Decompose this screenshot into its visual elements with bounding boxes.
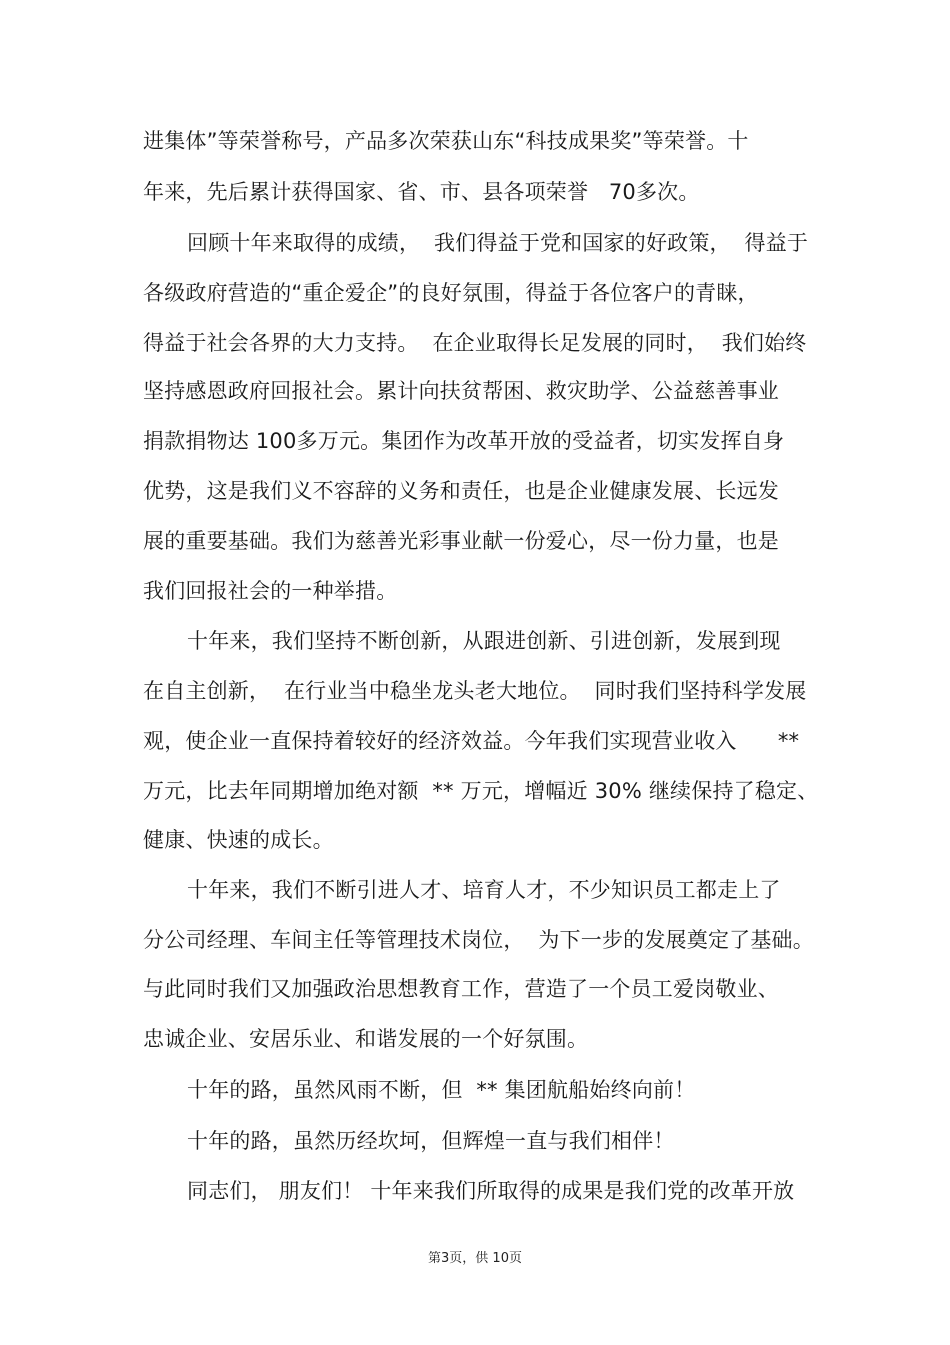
text-line: 回顾十年来取得的成绩， 我们得益于党和国家的好政策， 得益于 xyxy=(187,231,809,255)
text-line: 坚持感恩政府回报社会。累计向扶贫帮困、救灾助学、公益慈善事业 xyxy=(143,379,779,403)
page-footer: 第3页，供 10页 xyxy=(428,1251,522,1266)
text-line: 分公司经理、车间主任等管理技术岗位， 为下一步的发展奠定了基础。 xyxy=(143,928,814,952)
text-line: 进集体”等荣誉称号，产品多次荣获山东“科技成果奖”等荣誉。十 xyxy=(143,129,749,153)
text-line: 同志们， 朋友们！ 十年来我们所取得的成果是我们党的改革开放 xyxy=(187,1179,795,1203)
text-line: 优势，这是我们义不容辞的义务和责任，也是企业健康发展、长远发 xyxy=(143,479,779,503)
text-line: 与此同时我们又加强政治思想教育工作，营造了一个员工爱岗敬业、 xyxy=(143,977,779,1001)
text-line: 十年的路，虽然历经坎坷，但辉煌一直与我们相伴！ xyxy=(187,1129,675,1153)
text-line: 捐款捐物达 100多万元。集团作为改革开放的受益者，切实发挥自身 xyxy=(143,429,785,453)
text-line: 忠诚企业、安居乐业、和谐发展的一个好氛围。 xyxy=(143,1027,589,1051)
text-line: 万元，比去年同期增加绝对额 ** 万元，增幅近 30% 继续保持了稳定、 xyxy=(143,779,819,803)
text-line: 年来，先后累计获得国家、省、市、县各项荣誉 70多次。 xyxy=(143,180,700,204)
text-line: 我们回报社会的一种举措。 xyxy=(143,579,398,603)
text-line: 展的重要基础。我们为慈善光彩事业献一份爱心，尽一份力量，也是 xyxy=(143,529,779,553)
text-line: 观，使企业一直保持着较好的经济效益。今年我们实现营业收入 ** xyxy=(143,729,800,753)
text-line: 健康、快速的成长。 xyxy=(143,828,334,852)
text-line: 十年来，我们不断引进人才、培育人才，不少知识员工都走上了 xyxy=(187,878,781,902)
text-line: 在自主创新， 在行业当中稳坐龙头老大地位。 同时我们坚持科学发展 xyxy=(143,679,807,703)
text-line: 得益于社会各界的大力支持。 在企业取得长足发展的同时， 我们始终 xyxy=(143,331,807,355)
text-line: 各级政府营造的“重企爱企”的良好氛围，得益于各位客户的青睐， xyxy=(143,281,759,305)
text-line: 十年的路，虽然风雨不断，但 ** 集团航船始终向前！ xyxy=(187,1078,696,1102)
text-line: 十年来，我们坚持不断创新，从跟进创新、引进创新，发展到现 xyxy=(187,629,781,653)
